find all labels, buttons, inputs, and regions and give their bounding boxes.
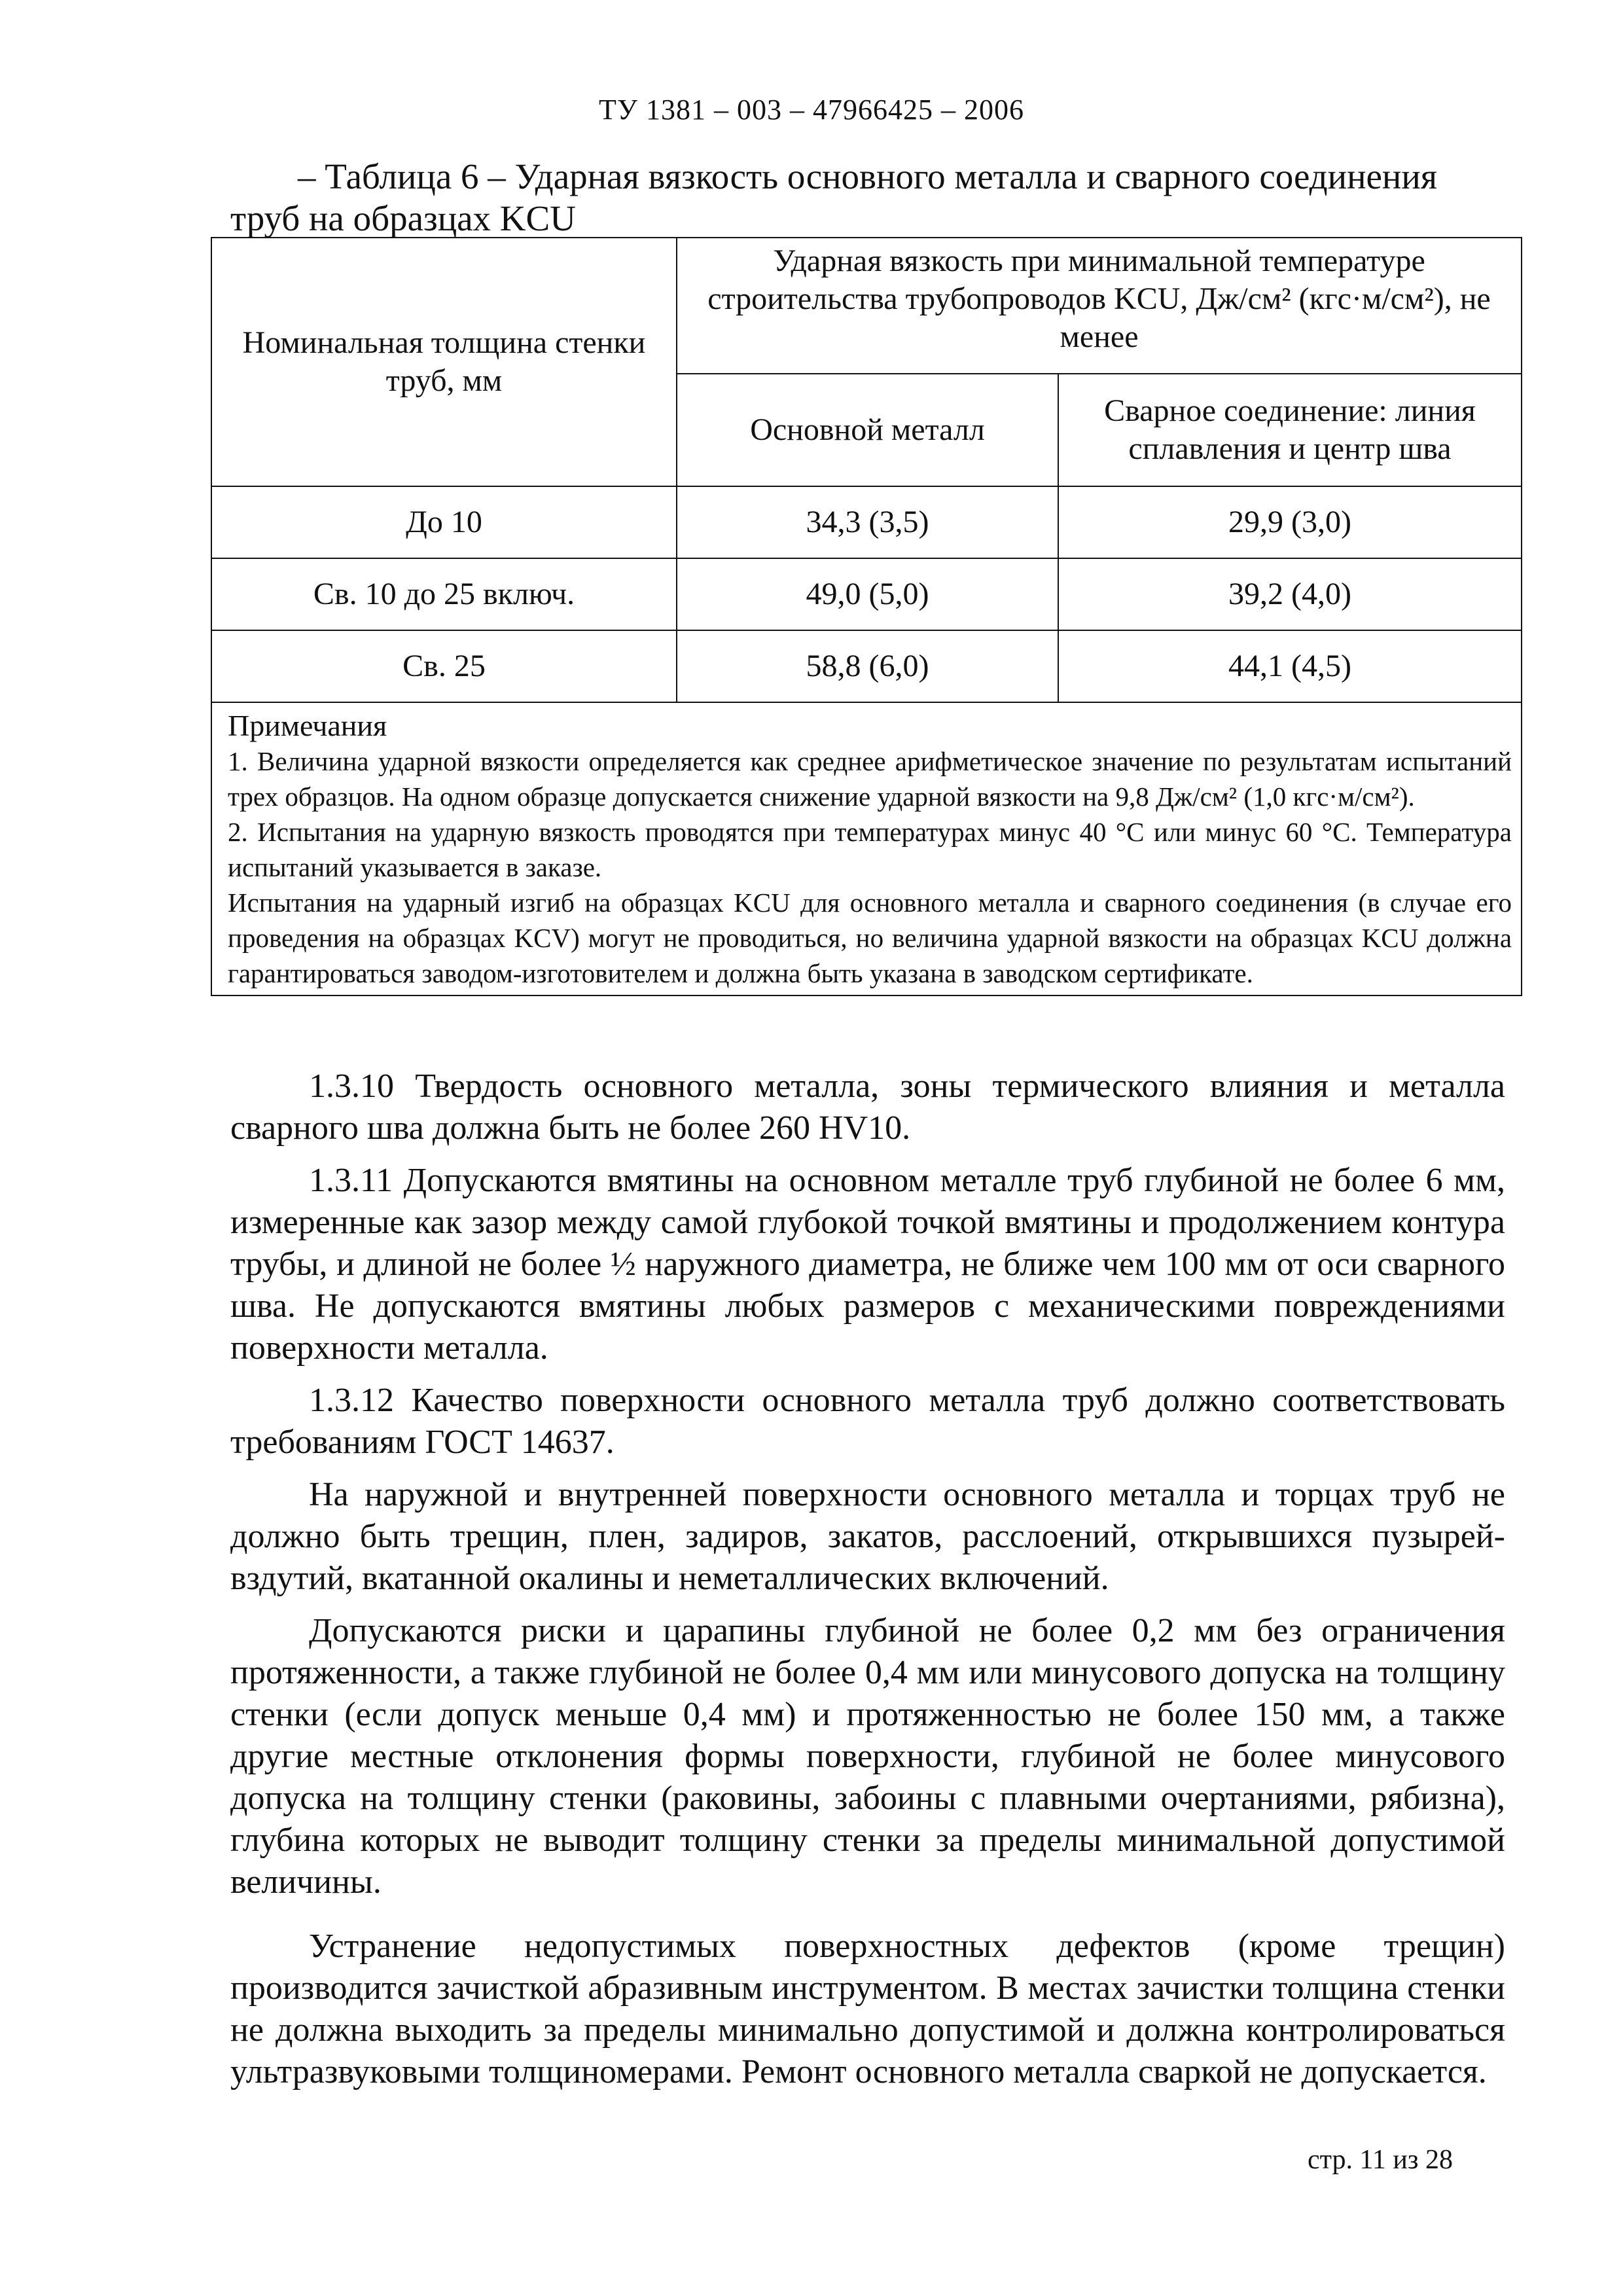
table-notes <box>211 702 1522 996</box>
header-nominal-thickness-line-2: труб, мм <box>385 363 503 398</box>
table-caption-line-2: труб на образцах KCU <box>230 198 576 238</box>
cell-weld-joint: 39,2 (4,0) <box>1058 558 1522 630</box>
document-code-header: ТУ 1381 – 003 – 47966425 – 2006 <box>598 94 1025 126</box>
table-header-row <box>211 238 1522 374</box>
cell-weld-joint: 29,9 (3,0) <box>1058 486 1522 558</box>
header-nominal-thickness-line-1: Номинальная толщина стенки <box>242 325 646 360</box>
notes-title: Примечания <box>228 709 387 742</box>
cell-thickness: Св. 10 до 25 включ. <box>211 558 677 630</box>
cell-thickness: До 10 <box>211 486 677 558</box>
cell-thickness: Св. 25 <box>211 630 677 702</box>
cell-weld-joint: 44,1 (4,5) <box>1058 630 1522 702</box>
paragraph-allowed-scratches: Допускаются риски и царапины глубиной не более 0,2 мм без ограничения протяженности, а также глубиной не более 0,4 мм или минусового допуска на толщину стенки (если допуск меньше 0,4 мм) и протяженностью не более 150 мм, а также другие местные отклонения формы поверхности, глубиной не более минусового допуска на толщину стенки (раковины, забоины с плавными очертаниями, рябизна), глубина которых не выводит толщину стенки за пределы минимальной допустимой величины. <box>230 1612 1505 1901</box>
table-row <box>211 558 1522 630</box>
table-row <box>211 486 1522 558</box>
table-caption-line-1: – Таблица 6 – Ударная вязкость основного металла и сварного соединения <box>298 156 1438 196</box>
paragraph-1-3-12: 1.3.12 Качество поверхности основного металла труб должно соответствовать требованиям ГОСТ 14637. <box>230 1382 1505 1461</box>
paragraph-1-3-10: 1.3.10 Твердость основного металла, зоны термического влияния и металла сварного шва должна быть не более 260 HV10. <box>230 1067 1505 1147</box>
cell-base-metal: 49,0 (5,0) <box>677 558 1058 630</box>
body-text <box>230 1066 1505 2104</box>
cell-base-metal: 58,8 (6,0) <box>677 630 1058 702</box>
paragraph-defect-removal: Устранение недопустимых поверхностных дефектов (кроме трещин) производится зачисткой абразивным инструментом. В местах зачистки толщина стенки не должна выходить за пределы минимально допустимой и должна контролироваться ультразвуковыми толщиномерами. Ремонт основного металла сваркой не допускается. <box>230 1928 1505 2090</box>
impact-toughness-table <box>211 237 1522 996</box>
header-weld-joint: Сварное соединение: линия сплавления и центр шва <box>1058 374 1522 486</box>
header-impact-toughness-group: Ударная вязкость при минимальной температуре строительства трубопроводов KCU, Дж/см² (кгс·м/см²), не менее <box>677 238 1522 374</box>
table-caption <box>230 156 1526 240</box>
table-notes-row <box>211 702 1522 996</box>
note-item: Испытания на ударный изгиб на образцах KCU для основного металла и сварного соединения (в случае его проведения на образцах KCV) могут не проводиться, но величина ударной вязкости на образцах KCU должна гарантироваться заводом-изготовителем и должна быть указана в заводском сертификате. <box>228 888 1512 988</box>
paragraph-1-3-11: 1.3.11 Допускаются вмятины на основном металле труб глубиной не более 6 мм, измеренные как зазор между самой глубокой точкой вмятины и продолжением контура трубы, и длиной не более ½ наружного диаметра, не ближе чем 100 мм от оси сварного шва. Не допускаются вмятины любых размеров с механическими повреждениями поверхности металла. <box>230 1162 1505 1367</box>
paragraph-surface-defects: На наружной и внутренней поверхности основного металла и торцах труб не должно быть трещин, плен, задиров, закатов, расслоений, открывшихся пузырей-вздутий, вкатанной окалины и неметаллических включений. <box>230 1476 1505 1597</box>
cell-base-metal: 34,3 (3,5) <box>677 486 1058 558</box>
header-base-metal: Основной металл <box>677 374 1058 486</box>
page-number: стр. 11 из 28 <box>1307 2145 1453 2175</box>
header-nominal-thickness <box>211 238 677 486</box>
note-item: 1. Величина ударной вязкости определяется как среднее арифметическое значение по результатам испытаний трех образцов. На одном образце допускается снижение ударной вязкости на 9,8 Дж/см² (1,0 кгс·м/см²). <box>228 746 1512 812</box>
note-item: 2. Испытания на ударную вязкость проводятся при температурах минус 40 °С или минус 60 °С. Температура испытаний указывается в заказе. <box>228 817 1512 882</box>
table-row <box>211 630 1522 702</box>
